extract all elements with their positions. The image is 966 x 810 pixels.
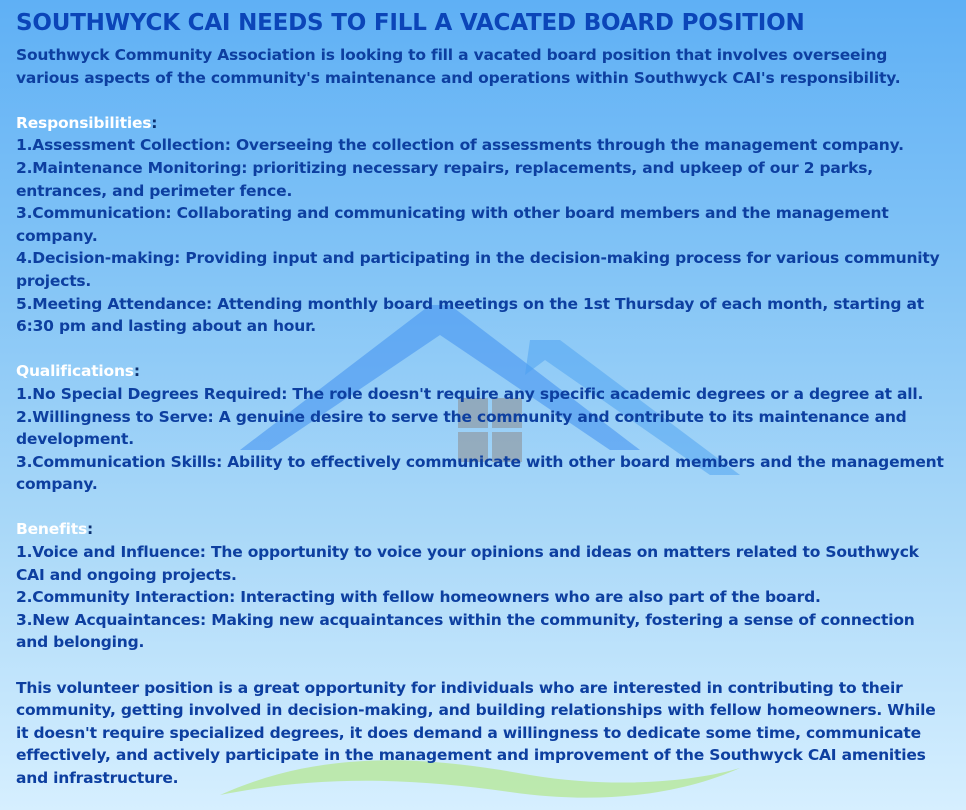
benefits-heading-text: Benefits <box>16 520 87 539</box>
qualifications-heading-text: Qualifications <box>16 362 134 381</box>
notice-content <box>16 8 950 790</box>
list-item: 1.Assessment Collection: Overseeing the collection of assessments through the management company. <box>16 136 904 155</box>
benefits-heading-colon: : <box>86 520 93 539</box>
list-item: 3.Communication: Collaborating and communicating with other board members and the management company. <box>16 204 889 245</box>
list-item: 2.Community Interaction: Interacting with fellow homeowners who are also part of the board. <box>16 588 821 607</box>
list-item: 1.No Special Degrees Required: The role doesn't require any specific academic degrees or a degree at all. <box>16 384 924 403</box>
benefits-heading <box>16 518 950 541</box>
benefits-list <box>16 541 950 654</box>
qualifications-heading <box>16 360 950 383</box>
list-item: 2.Willingness to Serve: A genuine desire to serve the community and contribute to its maintenance and development. <box>16 407 907 449</box>
closing-paragraph: This volunteer position is a great opportunity for individuals who are interested in contributing to their community, getting involved in decision-making, and building relationships with fellow homeowners. While it doesn't require specialized degrees, it does demand a willingness to dedicate some time, communicate effectively, and actively participate in the management and improvement of the Southwyck CAI amenities and infrastructure. <box>16 678 936 787</box>
list-item: 5.Meeting Attendance: Attending monthly board meetings on the 1st Thursday of each month, starting at 6:30 pm and lasting about an hour. <box>16 294 924 336</box>
qualifications-heading-colon: : <box>133 362 140 381</box>
responsibilities-heading-colon: : <box>151 113 158 132</box>
responsibilities-heading-text: Responsibilities <box>16 113 152 132</box>
list-item: 4.Decision-making: Providing input and participating in the decision-making process for various community projects. <box>16 249 940 290</box>
list-item: 3.Communication Skills: Ability to effectively communicate with other board members and the management company. <box>16 452 944 494</box>
list-item: 2.Maintenance Monitoring: prioritizing necessary repairs, replacements, and upkeep of our 2 parks, entrances, and perimeter fence. <box>16 158 873 200</box>
responsibilities-heading <box>16 112 950 135</box>
intro-paragraph: Southwyck Community Association is looking to fill a vacated board position that involves overseeing various aspects of the community's maintenance and operations within Southwyck CAI's responsibility. <box>16 46 901 87</box>
page-title: SOUTHWYCK CAI NEEDS TO FILL A VACATED BOARD POSITION <box>16 10 805 36</box>
qualifications-list <box>16 383 950 496</box>
list-item: 3.New Acquaintances: Making new acquaintances within the community, fostering a sense of connection and belonging. <box>16 610 915 652</box>
responsibilities-list <box>16 134 950 337</box>
list-item: 1.Voice and Influence: The opportunity to voice your opinions and ideas on matters related to Southwyck CAI and ongoing projects. <box>16 543 919 584</box>
